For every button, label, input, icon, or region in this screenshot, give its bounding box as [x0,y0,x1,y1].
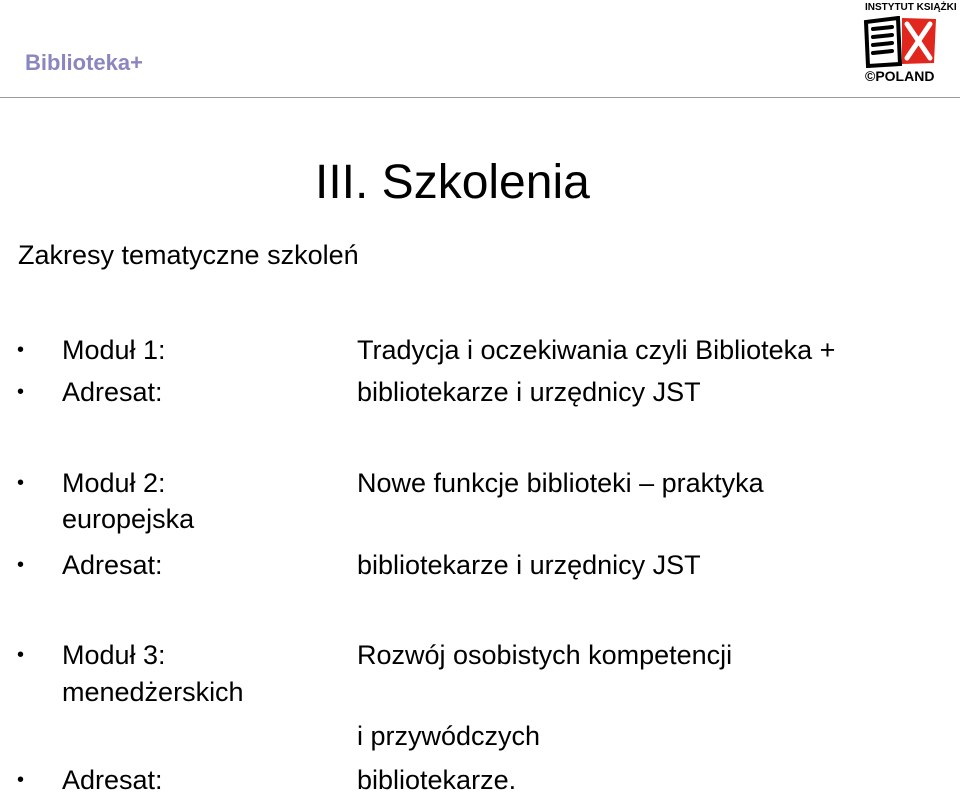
logo [862,2,957,86]
module-1-value: Tradycja i oczekiwania czyli Biblioteka + [357,335,836,365]
bullet: • [17,339,25,361]
module-2-label: Moduł 2: [62,468,166,498]
bullet: • [17,769,25,791]
book-logo-icon [862,16,940,68]
bullet: • [17,472,25,494]
module-2-continuation: europejska [62,504,195,534]
logo-bottom-text: ©POLAND [865,68,935,84]
module-3-label: Moduł 3: [62,640,166,670]
bullet: • [17,644,25,666]
module-3-address-label: Adresat: [62,765,163,795]
module-3-value-line2: i przywódczych [357,721,541,751]
slide-subtitle: Zakresy tematyczne szkoleń [18,240,359,270]
module-3-continuation: menedżerskich [62,677,244,707]
module-2-value: Nowe funkcje biblioteki – praktyka [357,468,764,498]
brand-title: Biblioteka+ [25,50,143,75]
logo-top-text: INSTYTUT KSIĄŻKI [865,2,957,13]
module-1-address-value: bibliotekarze i urzędnicy JST [357,377,701,407]
header-divider [0,97,960,98]
bullet: • [17,381,25,403]
module-2-address-value: bibliotekarze i urzędnicy JST [357,550,701,580]
module-1-address-label: Adresat: [62,377,163,407]
module-3-value: Rozwój osobistych kompetencji [357,640,733,670]
module-1-label: Moduł 1: [62,335,166,365]
module-2-address-label: Adresat: [62,550,163,580]
bullet: • [17,554,25,576]
slide-title: III. Szkolenia [315,156,590,209]
module-3-address-value: bibliotekarze. [357,765,517,795]
